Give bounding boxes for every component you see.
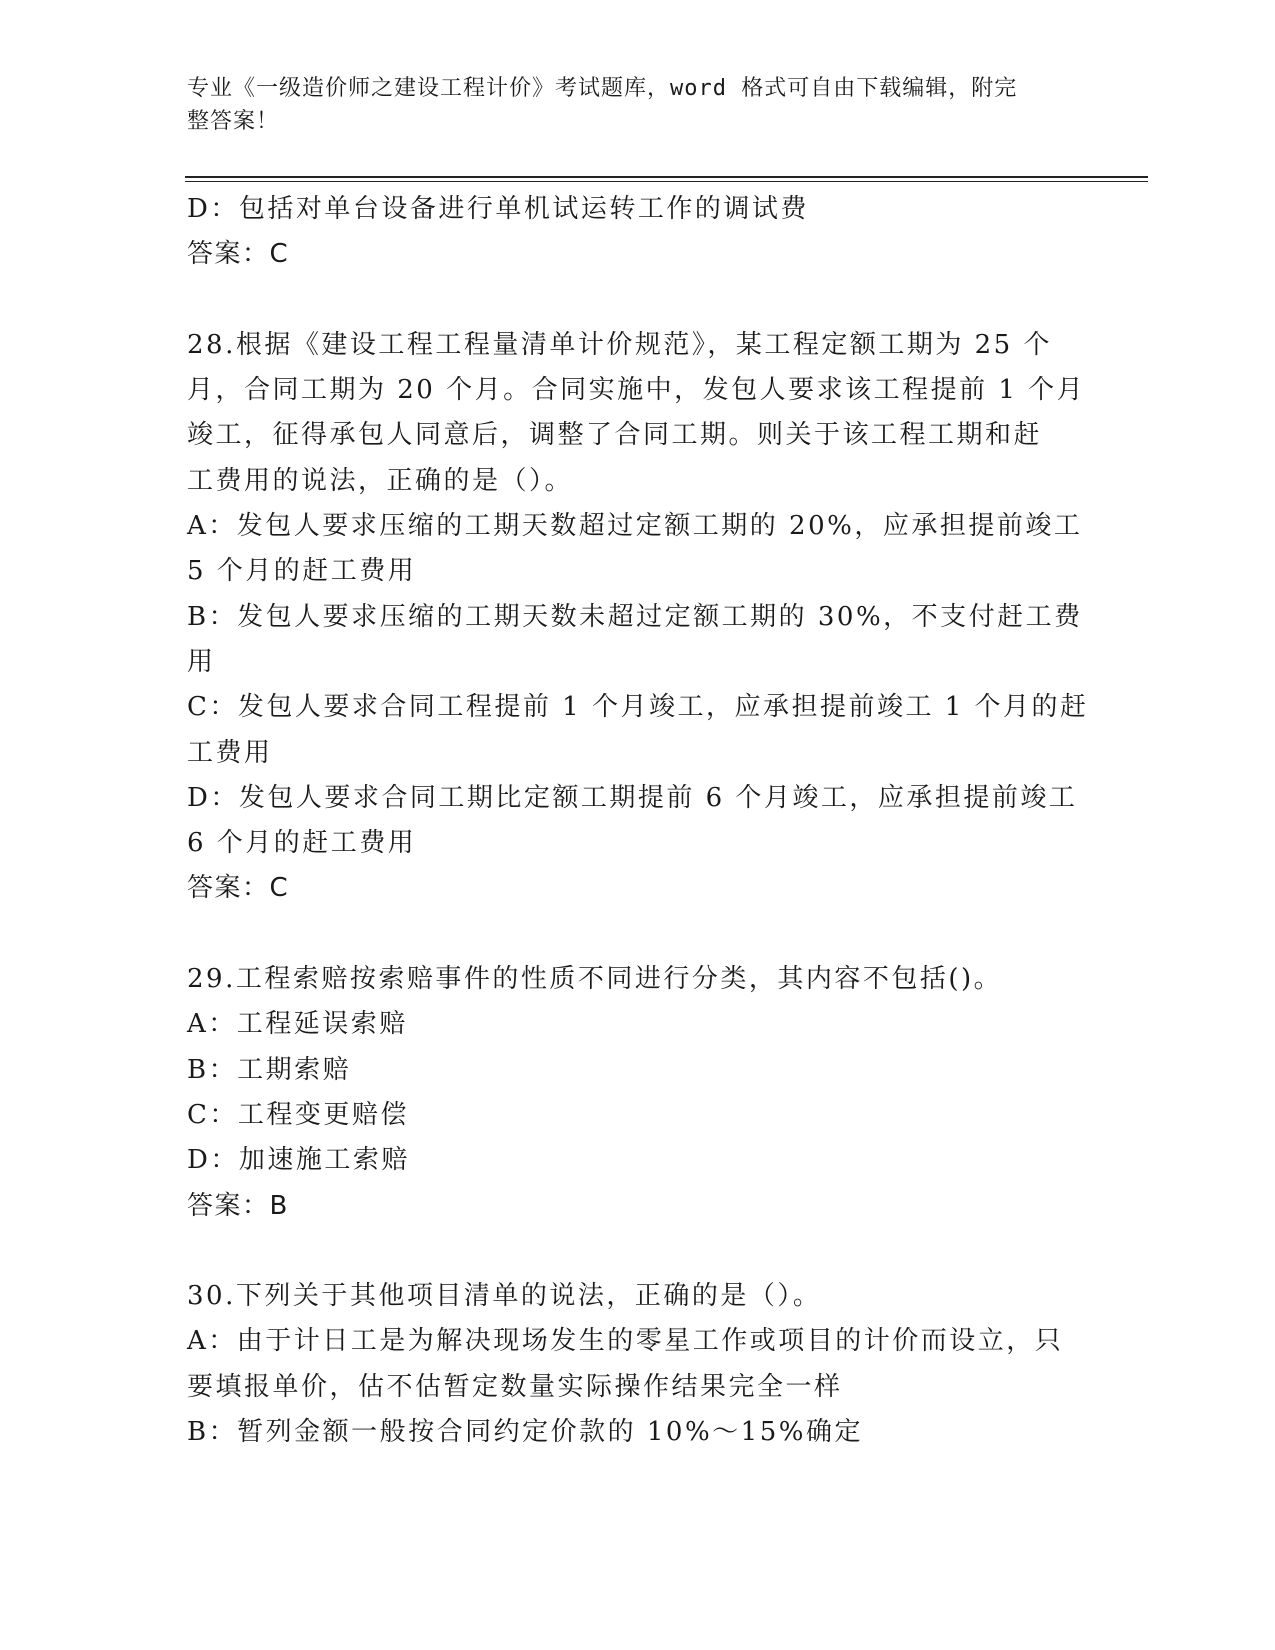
header-line-2: 整答案！: [187, 109, 280, 134]
option-a: A：由于计日工是为解决现场发生的零星工作或项目的计价而设立，只: [187, 1326, 1064, 1357]
question-stem: 竣工，征得承包人同意后，调整了合同工期。则关于该工程工期和赶: [187, 420, 1043, 451]
page-header: [187, 72, 1067, 138]
answer: 答案：B: [187, 1190, 289, 1221]
question-stem: 工费用的说法，正确的是（）。: [187, 465, 574, 496]
previous-question-tail: [187, 187, 1077, 278]
option-a: A：工程延误索赔: [187, 1009, 408, 1040]
option-b: B：工期索赔: [187, 1054, 352, 1085]
option-a: 要填报单价，估不估暂定数量实际操作结果完全一样: [187, 1371, 843, 1402]
question-30: [187, 1274, 1077, 1455]
spacer: [187, 278, 1077, 323]
answer: 答案：C: [187, 239, 290, 270]
option-c: C：发包人要求合同工程提前 1 个月竣工，应承担提前竣工 1 个月的赶: [187, 692, 1089, 723]
question-stem: 30.下列关于其他项目清单的说法，正确的是（）。: [187, 1281, 822, 1312]
header-rule-thin: [185, 181, 1148, 182]
question-28: [187, 323, 1089, 912]
header-rule-thick: [185, 176, 1148, 178]
spacer: [187, 912, 1077, 957]
option-a: 5 个月的赶工费用: [187, 556, 417, 587]
option-b: 用: [187, 646, 216, 677]
option-d: 6 个月的赶工费用: [187, 828, 417, 859]
option-a: A：发包人要求压缩的工期天数超过定额工期的 20%，应承担提前竣工: [187, 511, 1083, 542]
spacer: [187, 1229, 1077, 1274]
option-d: D：发包人要求合同工期比定额工期提前 6 个月竣工，应承担提前竣工: [187, 782, 1078, 813]
answer: 答案：C: [187, 873, 290, 904]
option-d: D：加速施工索赔: [187, 1145, 410, 1176]
header-line-1: 专业《一级造价师之建设工程计价》考试题库，word 格式可自由下载编辑，附完: [187, 76, 1018, 101]
option-c: 工费用: [187, 737, 273, 768]
question-stem: 29.工程索赔按索赔事件的性质不同进行分类，其内容不包括()。: [187, 964, 1003, 995]
question-stem: 28.根据《建设工程工程量清单计价规范》，某工程定额工期为 25 个: [187, 329, 1052, 360]
question-29: [187, 957, 1077, 1229]
option-d: D：包括对单台设备进行单机试运转工作的调试费: [187, 194, 809, 224]
document-body: [187, 187, 1089, 1455]
option-b: B：暂列金额一般按合同约定价款的 10%～15%确定: [187, 1417, 863, 1448]
option-b: B：发包人要求压缩的工期天数未超过定额工期的 30%，不支付赶工费: [187, 601, 1083, 632]
question-stem: 月，合同工期为 20 个月。合同实施中，发包人要求该工程提前 1 个月: [187, 375, 1086, 406]
option-c: C：工程变更赔偿: [187, 1099, 409, 1130]
